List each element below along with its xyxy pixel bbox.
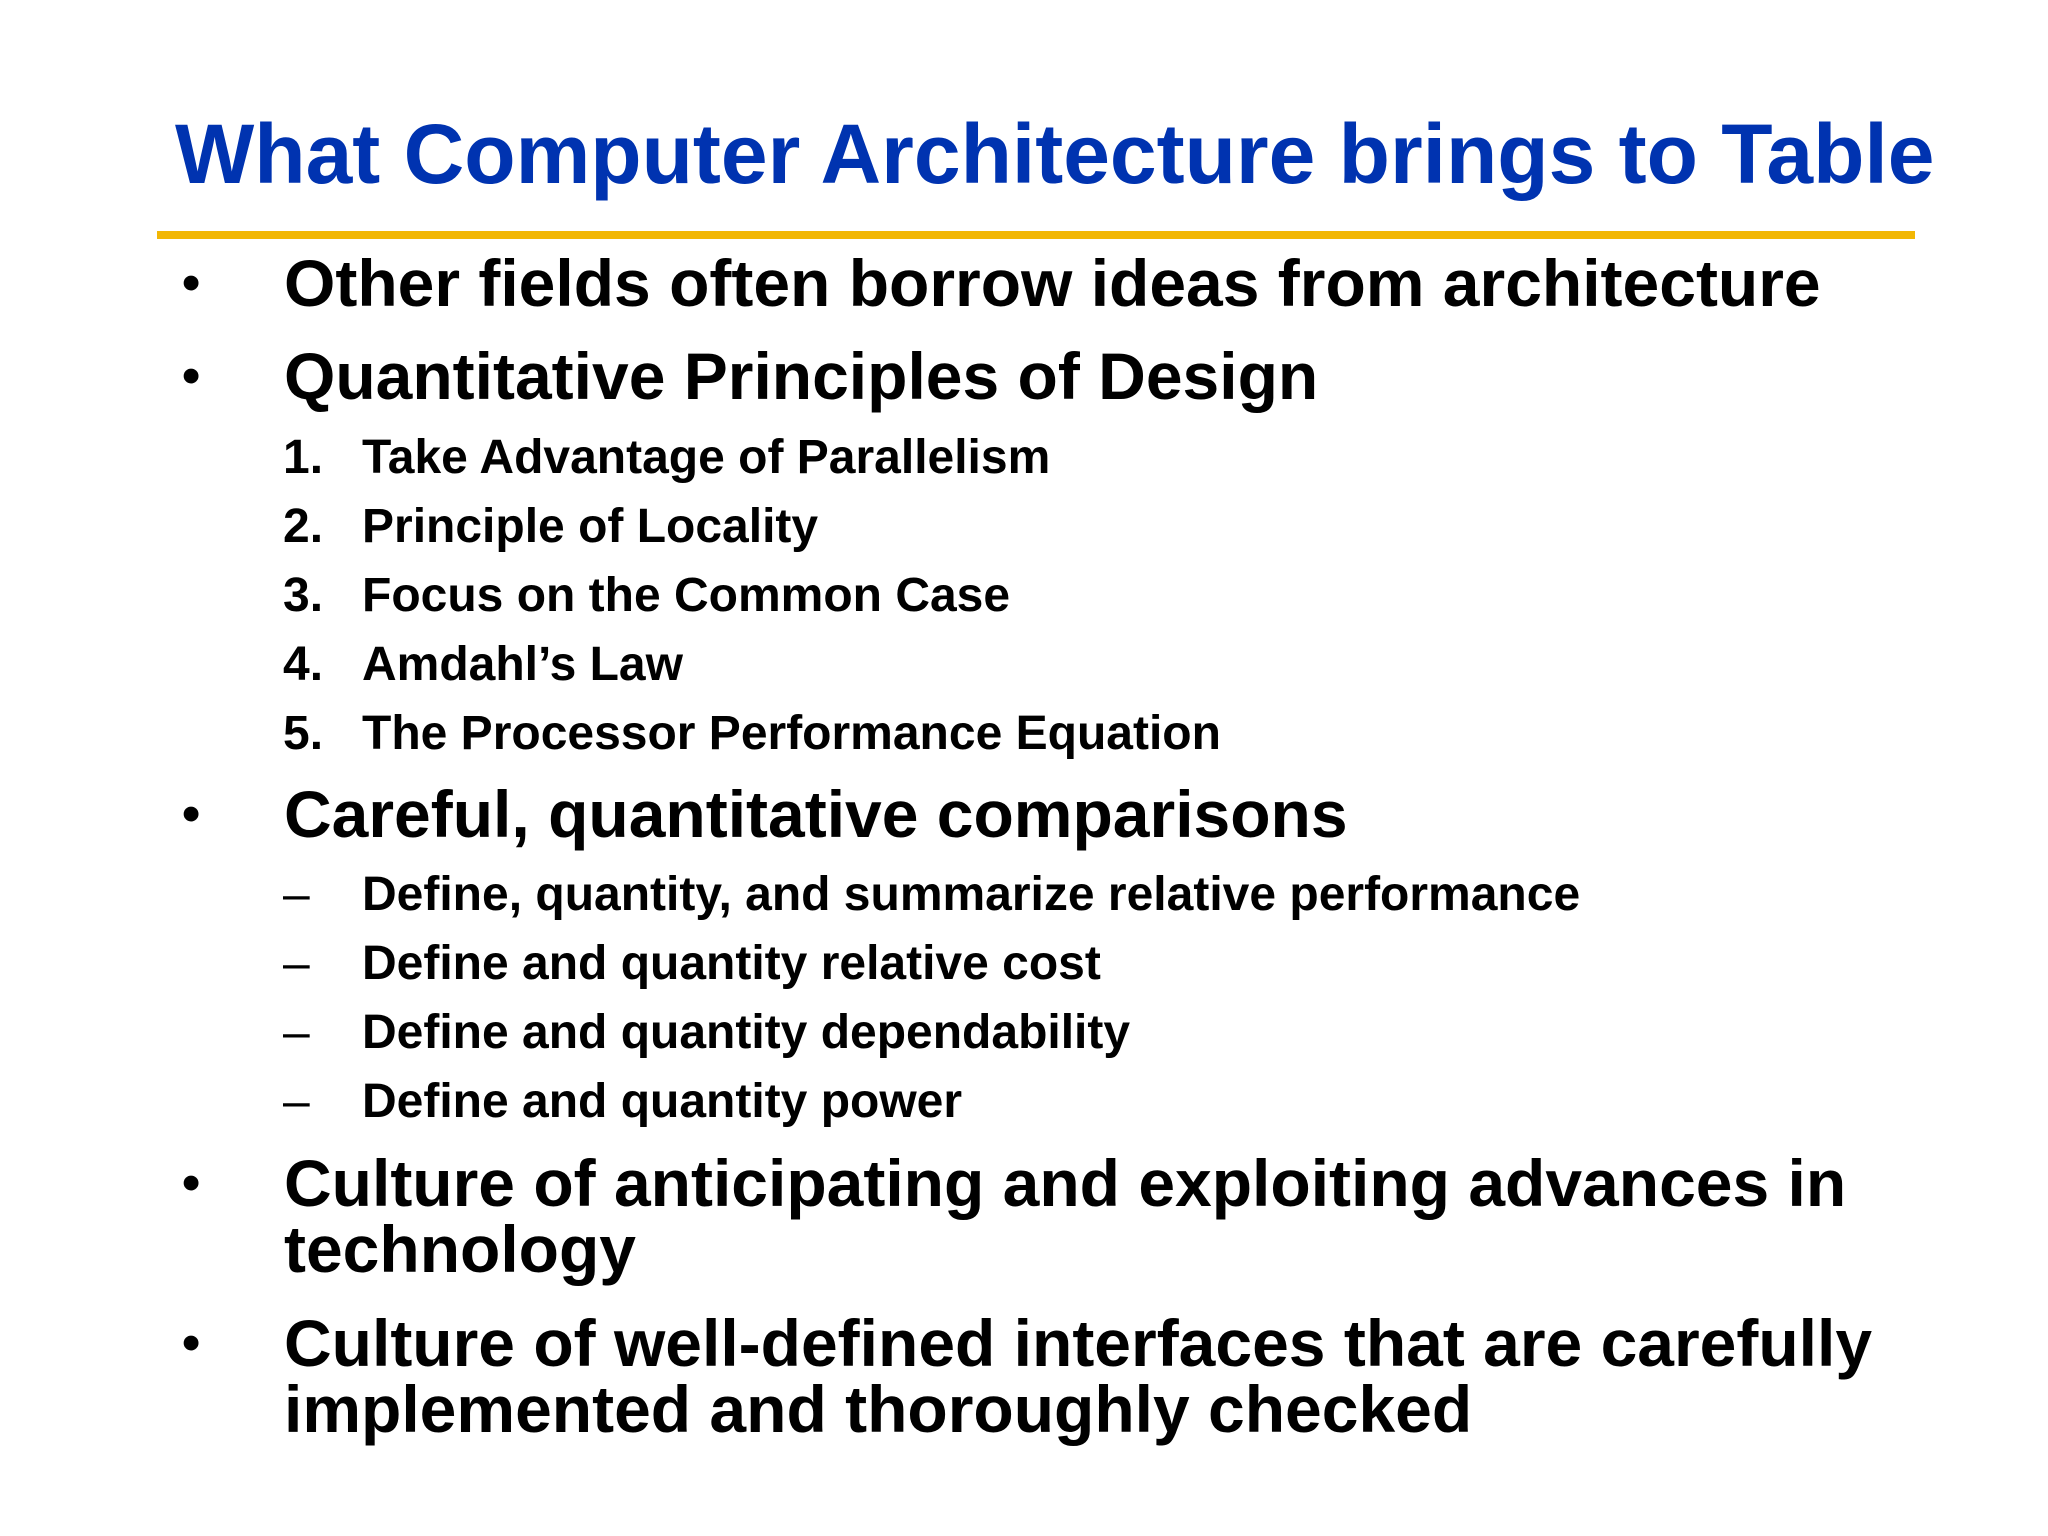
dash-marker: – xyxy=(283,937,310,990)
dash-marker: – xyxy=(283,868,310,921)
bullet-text: Culture of well-defined interfaces that are carefully xyxy=(284,1306,1873,1380)
subitem-number: 1. xyxy=(283,431,324,484)
bullet-text: Careful, quantitative comparisons xyxy=(284,777,1348,851)
subitem-text: Amdahl’s Law xyxy=(362,638,683,691)
subitem-text: Focus on the Common Case xyxy=(362,569,1011,622)
subitem-number: 5. xyxy=(283,707,324,760)
bullet-marker: • xyxy=(182,254,201,312)
bullet-marker: • xyxy=(182,347,201,405)
bullet-text: Culture of anticipating and exploiting advances in xyxy=(284,1146,1847,1220)
bullet-text: Quantitative Principles of Design xyxy=(284,339,1319,413)
subitem-text: Define and quantity relative cost xyxy=(362,937,1101,990)
subitem-number: 2. xyxy=(283,500,324,553)
subitem-text: The Processor Performance Equation xyxy=(362,707,1221,760)
bullet-text: implemented and thoroughly checked xyxy=(284,1372,1473,1446)
subitem-text: Define, quantity, and summarize relative performance xyxy=(362,868,1581,921)
dash-marker: – xyxy=(283,1006,310,1059)
subitem-number: 3. xyxy=(283,569,324,622)
bullet-marker: • xyxy=(182,1154,201,1212)
subitem-text: Principle of Locality xyxy=(362,500,819,553)
dash-marker: – xyxy=(283,1075,310,1128)
bullet-text: Other fields often borrow ideas from architecture xyxy=(284,246,1821,320)
slide-title: What Computer Architecture brings to Table xyxy=(175,107,1935,201)
bullet-text: technology xyxy=(284,1212,637,1286)
subitem-number: 4. xyxy=(283,638,324,691)
subitem-text: Define and quantity dependability xyxy=(362,1006,1131,1059)
bullet-marker: • xyxy=(182,785,201,843)
subitem-text: Define and quantity power xyxy=(362,1075,963,1128)
bullet-marker: • xyxy=(182,1314,201,1372)
subitem-text: Take Advantage of Parallelism xyxy=(362,431,1051,484)
